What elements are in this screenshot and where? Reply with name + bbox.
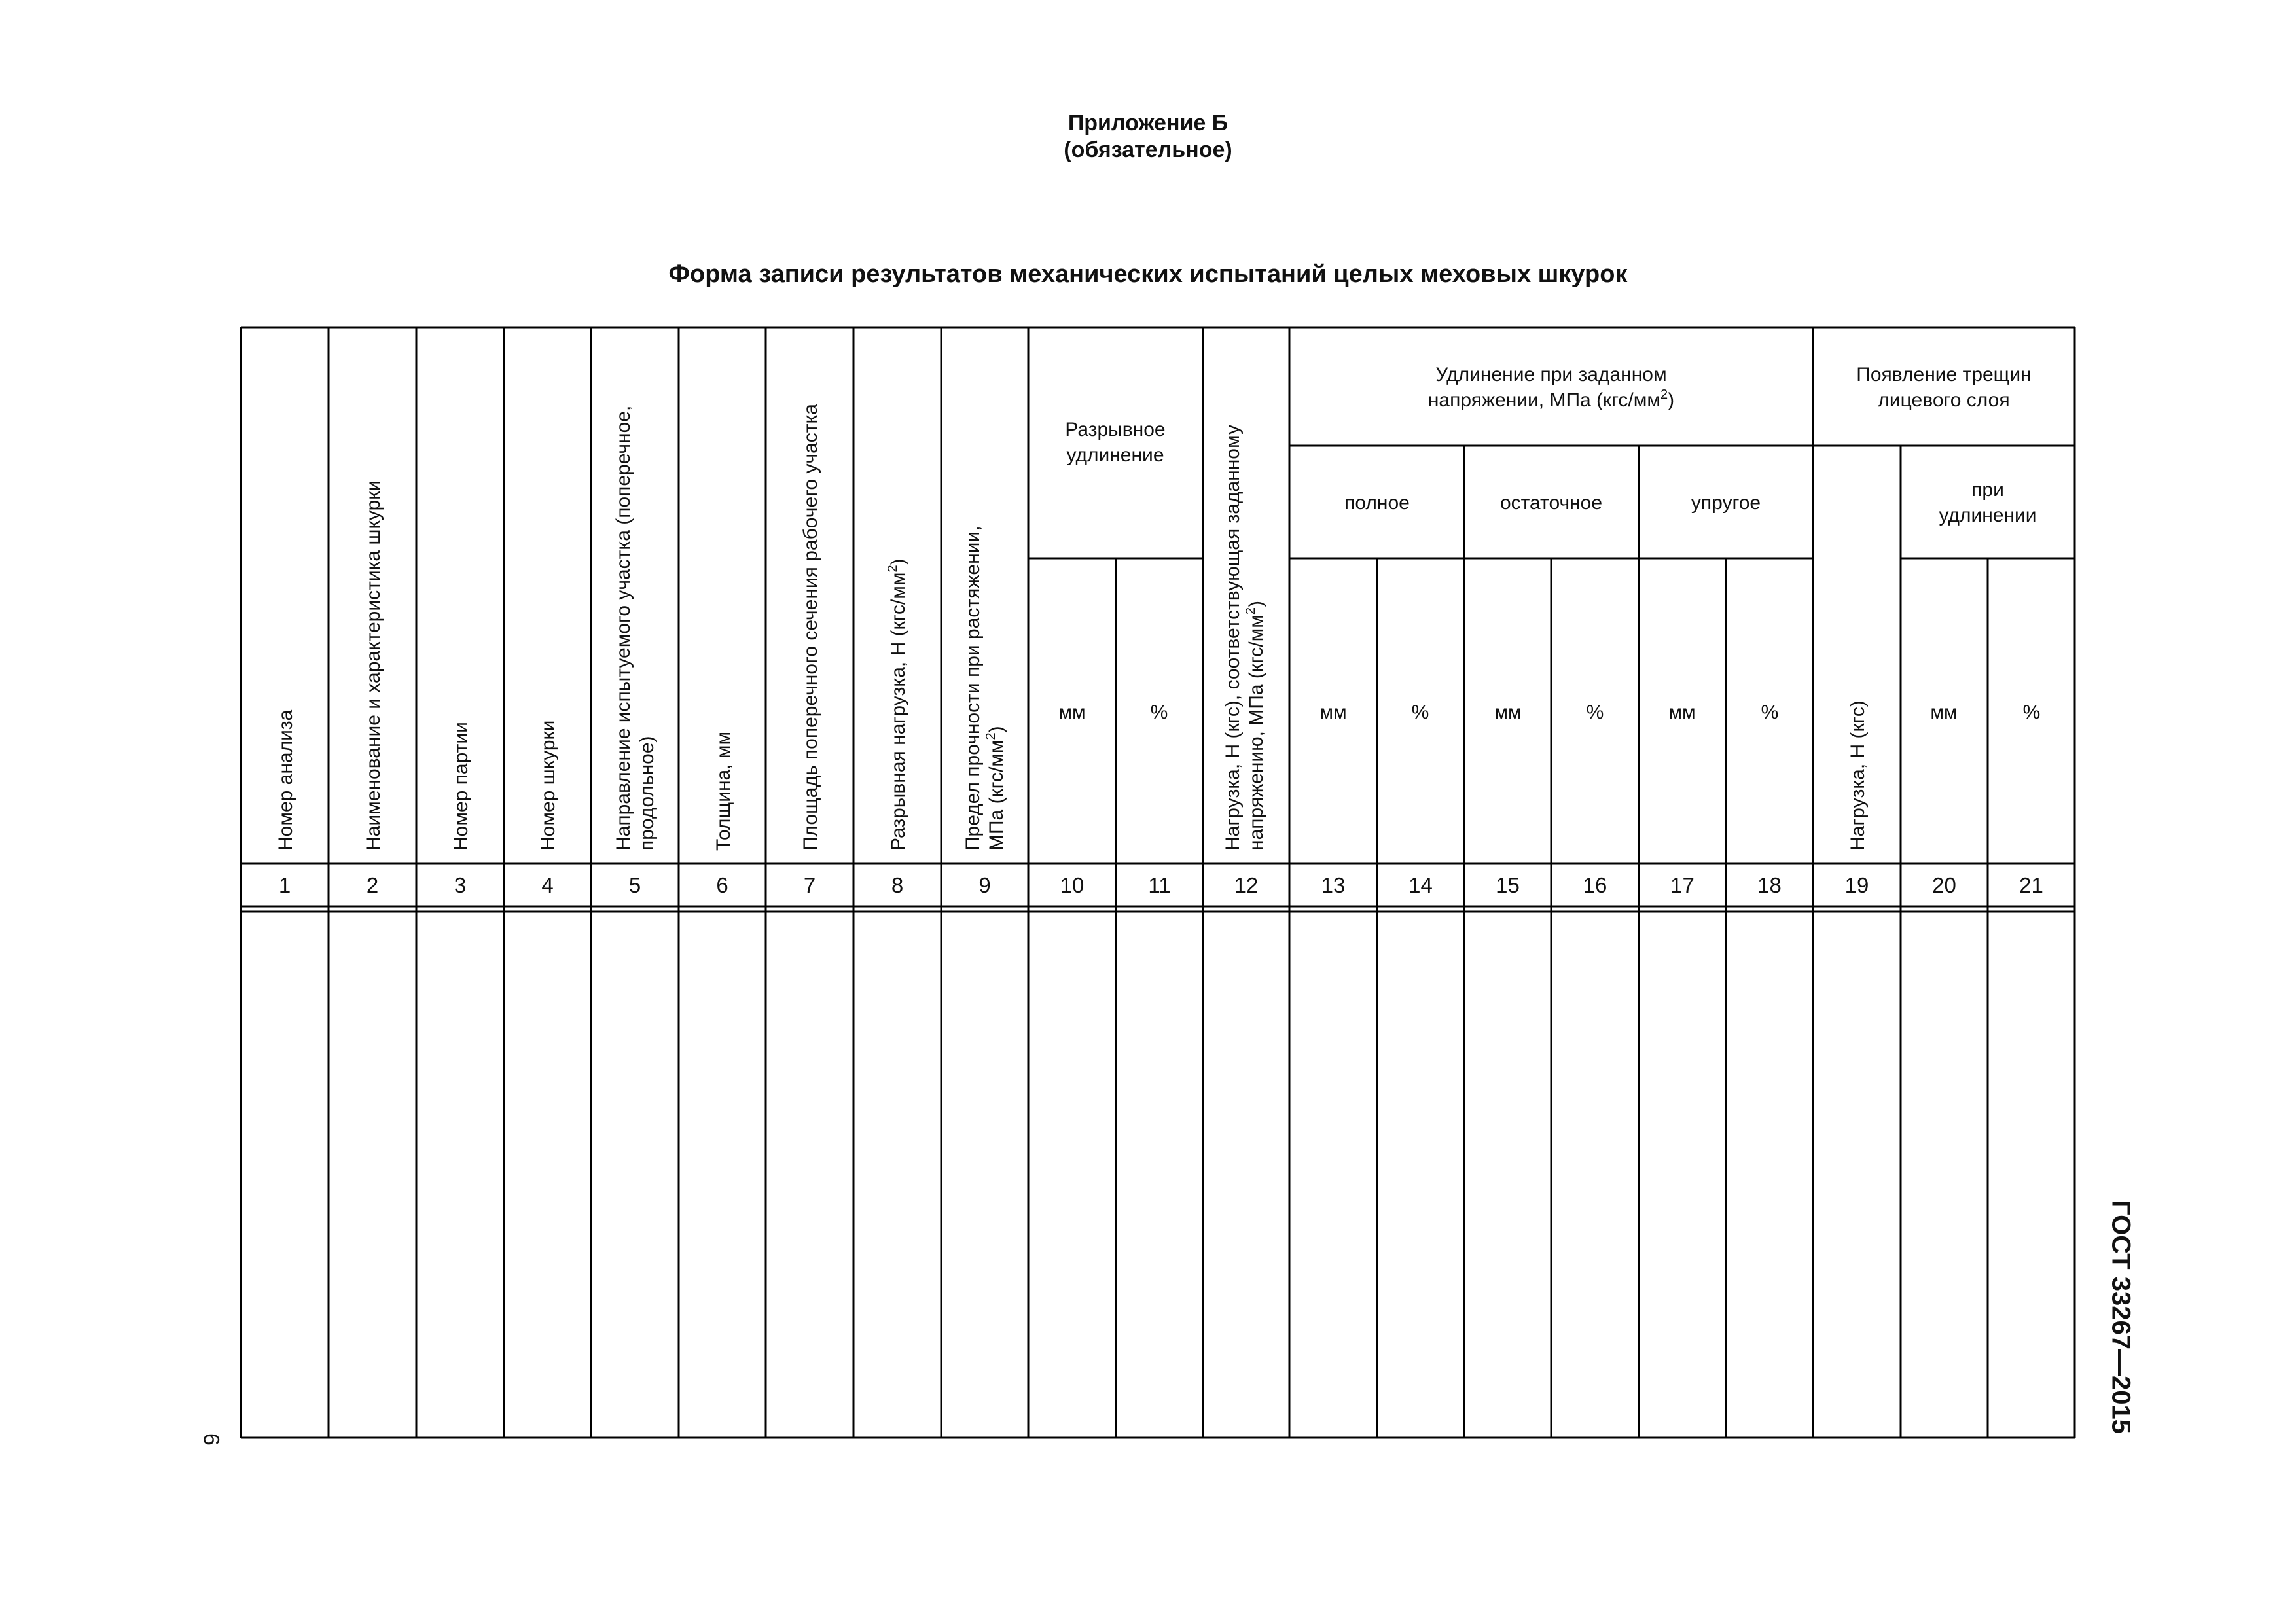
column-number-12: 12	[1234, 873, 1259, 897]
group-elongation-line2-sup: 2	[1660, 387, 1668, 402]
column-number-15: 15	[1496, 873, 1520, 897]
col-header-crack-load: Нагрузка, Н (кгс)	[1847, 700, 1869, 851]
subgroup-at-elongation-line2: удлинении	[1939, 505, 2037, 526]
column-number-8: 8	[891, 873, 904, 897]
col-header-test-direction-line2: продольное)	[636, 736, 658, 851]
column-number-4: 4	[541, 873, 554, 897]
column-number-21: 21	[2019, 873, 2043, 897]
col-header-pelt-number: Номер шкурки	[537, 720, 559, 851]
unit-pct-col21: %	[2022, 702, 2041, 723]
col-header-tensile-strength	[962, 520, 1007, 851]
subgroup-at-elongation-line1: при	[1971, 479, 2004, 501]
unit-mm-col17: мм	[1668, 702, 1696, 723]
unit-pct-col16: %	[1586, 702, 1604, 723]
col-header-breaking-load-close: )	[888, 558, 909, 565]
col-header-test-direction	[613, 400, 658, 851]
group-elongation-line2-text: напряжении, МПа (кгс/мм	[1427, 389, 1661, 411]
col-header-batch-number: Номер партии	[450, 722, 472, 851]
col-header-tensile-strength-line1: Предел прочности при растяжении,	[962, 526, 984, 851]
group-cracks-line1: Появление трещин	[1856, 364, 2032, 385]
column-number-17: 17	[1670, 873, 1695, 897]
column-number-5: 5	[628, 873, 641, 897]
unit-mm-col10: мм	[1058, 702, 1086, 723]
group-elongation-line1: Удлинение при заданном	[1435, 364, 1667, 385]
col-header-breaking-load	[886, 558, 909, 851]
group-break-elongation-line1: Разрывное	[1065, 419, 1166, 440]
column-number-2: 2	[366, 873, 379, 897]
col-header-breaking-load-text: Разрывная нагрузка, Н (кгс/мм	[888, 572, 909, 851]
col-header-tensile-strength-close: )	[986, 726, 1007, 733]
column-number-10: 10	[1060, 873, 1085, 897]
appendix-status: (обязательное)	[1064, 137, 1232, 162]
column-number-13: 13	[1321, 873, 1346, 897]
col-header-load-at-stress-sup: 2	[1244, 607, 1258, 615]
column-number-1: 1	[278, 873, 291, 897]
col-header-analysis-number: Номер анализа	[275, 709, 296, 851]
group-elongation-line2-close: )	[1668, 389, 1675, 411]
column-number-16: 16	[1583, 873, 1607, 897]
col-header-breaking-load-sup: 2	[886, 565, 900, 573]
unit-pct-col11: %	[1150, 702, 1168, 723]
group-break-elongation-line2: удлинение	[1066, 444, 1164, 466]
col-header-load-at-stress-line1: Нагрузка, Н (кгс), соответствующая заданному	[1222, 425, 1244, 851]
appendix-title: Приложение Б	[1067, 111, 1229, 135]
subgroup-full: полное	[1344, 492, 1410, 514]
form-title: Форма записи результатов механических испытаний целых меховых шкурок	[668, 260, 1628, 288]
col-header-load-at-stress-line2: напряжению, МПа (кгс/мм	[1246, 615, 1267, 851]
column-number-3: 3	[454, 873, 467, 897]
subgroup-residual: остаточное	[1499, 492, 1603, 514]
column-number-19: 19	[1844, 873, 1869, 897]
standard-designation: ГОСТ 33267—2015	[2106, 1200, 2136, 1434]
page-number: 6	[198, 1433, 224, 1446]
group-cracks-line2: лицевого слоя	[1878, 389, 2010, 411]
column-number-9: 9	[978, 873, 991, 897]
column-number-7: 7	[803, 873, 816, 897]
column-number-6: 6	[716, 873, 728, 897]
col-header-load-at-stress-close: )	[1246, 600, 1267, 607]
column-number-18: 18	[1757, 873, 1782, 897]
col-header-load-at-stress	[1222, 419, 1267, 851]
col-header-cross-section-area: Площадь поперечного сечения рабочего участка	[800, 404, 821, 851]
unit-pct-col14: %	[1411, 702, 1429, 723]
col-header-pelt-description: Наименование и характеристика шкурки	[363, 480, 384, 851]
col-header-test-direction-line1: Направление испытуемого участка (поперечное,	[613, 405, 634, 851]
column-number-11: 11	[1148, 873, 1171, 897]
unit-mm-col20: мм	[1930, 702, 1958, 723]
column-number-14: 14	[1408, 873, 1433, 897]
unit-mm-col15: мм	[1494, 702, 1522, 723]
col-header-thickness: Толщина, мм	[713, 731, 734, 851]
col-header-tensile-strength-line2: МПа (кгс/мм	[986, 740, 1007, 851]
col-header-tensile-strength-sup: 2	[984, 732, 998, 740]
group-elongation-line2	[1428, 387, 1674, 411]
unit-pct-col18: %	[1761, 702, 1779, 723]
unit-mm-col13: мм	[1319, 702, 1347, 723]
subgroup-elastic: упругое	[1691, 492, 1761, 514]
column-number-20: 20	[1932, 873, 1956, 897]
column-number-row	[279, 873, 2043, 897]
